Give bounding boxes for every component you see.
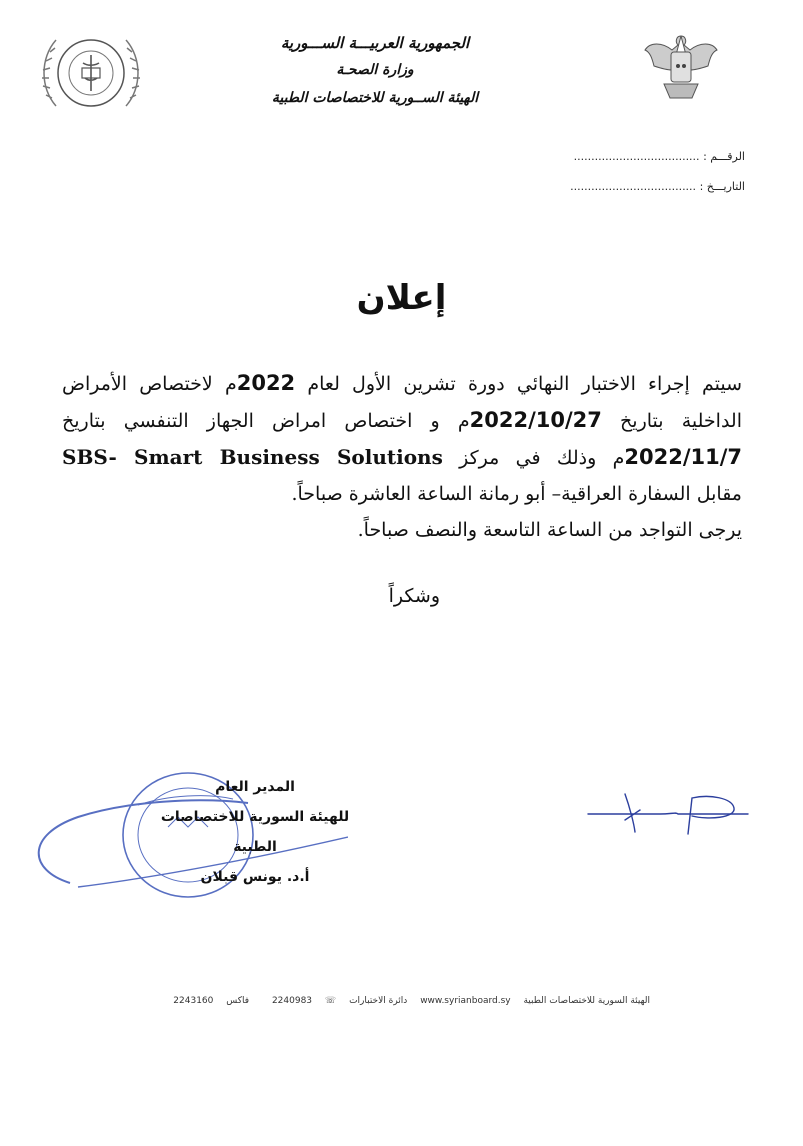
director-signature-block — [150, 772, 360, 892]
syrian-board-logo — [38, 28, 144, 118]
footer-fax — [163, 996, 249, 1006]
body-line-1-text-a: سيتم إجراء الاختبار النهائي دورة تشرين الأول لعام — [295, 373, 742, 395]
handwritten-signature — [580, 780, 750, 850]
reference-number-label: الرقـــم : — [703, 150, 745, 163]
thanks-text: وشكراً — [388, 585, 440, 607]
body-line-4: مقابل السفارة العراقية– أبو رمانة الساعة العاشرة صباحاً. — [291, 483, 742, 505]
body-line-2-text-b: م و اختصاص امراض الجهاز التنفسي بتاريخ — [62, 410, 470, 432]
director-name: أ.د. يونس قبلان — [200, 869, 310, 885]
director-organization: للهيئة السورية للاختصاصات الطبية — [160, 809, 350, 855]
header-ministry: وزارة الصحـة — [336, 62, 414, 78]
body-line-5: يرجى التواجد من الساعة التاسعة والنصف صباحاً. — [357, 519, 742, 541]
respiratory-date: 2022/11/7 — [624, 445, 742, 469]
phone-icon: ☏ — [324, 996, 337, 1006]
header-text — [230, 30, 520, 112]
reference-date-row — [560, 180, 745, 193]
footer-fax-number: 2243160 — [173, 996, 214, 1006]
header-board: الهيئة الســورية للاختصاصات الطبية — [271, 90, 479, 106]
footer-department: دائرة الاختبارات — [349, 996, 408, 1006]
document-title: إعلان — [356, 278, 447, 318]
body-line-3-text: م وذلك في مركز — [442, 447, 625, 469]
body-line-2-text-a: الداخلية بتاريخ — [601, 410, 742, 432]
director-title: المدير العام — [215, 779, 295, 795]
announcement-body — [62, 365, 742, 548]
body-line-1-text-b: م لاختصاص الأمراض — [62, 373, 237, 395]
reference-date-label: التاريـــخ : — [699, 180, 745, 193]
footer — [173, 996, 650, 1006]
internal-medicine-date: 2022/10/27 — [469, 408, 602, 432]
footer-website: www.syrianboard.sy — [420, 996, 511, 1006]
body-line-3 — [62, 439, 742, 476]
exam-center-name: SBS- Smart Business Solutions — [62, 445, 443, 469]
body-line-1 — [62, 365, 742, 402]
header-republic: الجمهورية العربيـــة الســـورية — [280, 34, 470, 52]
exam-year: 2022 — [236, 371, 296, 395]
body-line-2 — [62, 402, 742, 439]
reference-number-row — [560, 150, 745, 163]
footer-organization: الهيئة السورية للاختصاصات الطبية — [523, 996, 650, 1006]
syrian-eagle-emblem — [642, 28, 720, 108]
footer-fax-label: فاكس — [226, 996, 250, 1006]
footer-phone-number: 2240983 — [271, 996, 313, 1006]
reference-date-value: .................................... — [570, 180, 697, 193]
footer-phone — [262, 996, 336, 1006]
reference-number-value: .................................... — [573, 150, 700, 163]
